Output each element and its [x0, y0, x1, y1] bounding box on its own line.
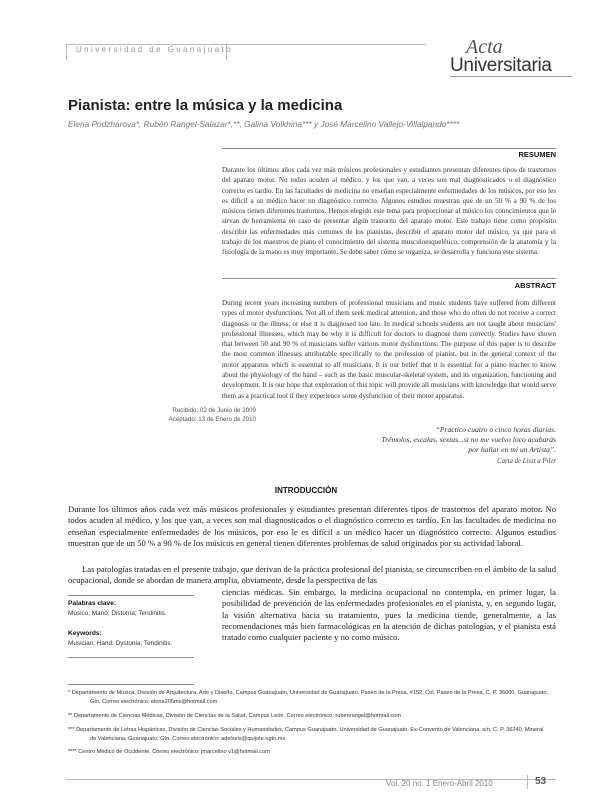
keywords-en-text: Musician; Hand; Dystonia; Tendinitis. — [68, 640, 173, 647]
keywords-es-title: Palabras clave: — [68, 600, 117, 607]
footnote-rule — [68, 684, 194, 685]
received-date: Recibido: 02 de Junio de 2009 — [172, 407, 256, 414]
abstract-heading: ABSTRACT — [514, 281, 556, 290]
header-rule-left — [66, 44, 67, 60]
page-number: 53 — [535, 776, 547, 787]
resumen-rule — [222, 148, 556, 149]
intro-paragraph-2-start: Las patologías tratadas en el presente trabajo, que derivan de la práctica profesional del pianista, se circunscriben en el ámbito de la salud ocupacional, donde se abordan de manera amplia, obviamente, desde la perspectiva de las — [68, 564, 556, 586]
keywords-rule-bottom — [68, 657, 194, 658]
keywords-es-text: Músico; Mano; Distonía; Tendinitis. — [68, 610, 167, 617]
footnote-1-cont: Gto. Correo electrónico: elena205mx@hotmail.com — [90, 699, 218, 705]
journal-volume: Vol. 20 no. 1 Enero-Abril 2010 — [386, 779, 493, 788]
epigraph-line: Trémolos, escalas, sextas...si no me vuelvo loco acabarás — [381, 435, 556, 444]
logo-rule — [450, 76, 572, 77]
abstract-text: During recent years increasing numbers of professional musicians and music students have suffered from different types of motor dysfunctions. Not all of them seek medical attention, and those who do often do not receive a correct diagnosis or the illness, or else it is diagnosed too late. In medical schools students are not taught about musicians' professional illnesses, which may be why it is difficult for doctors to diagnose them correctly. Studies have shown that between 50 and 90 % of musicians suffer various motor dysfunctions. The purpose of this paper is to describe the most common illnesses attributable specifically to the profession of pianist, but in the general context of the motor apparatus which is essential to all musicians. It is our belief that it is essential for a piano teacher to know about the physiology of the hand – such as the basic muscular-skeletal system, and its organization, functioning and development. It is our hope that exploration of this topic will provide all musicians with knowledge that would serve them as a practical tool if they experience some dysfunction of their motor apparatus. — [222, 299, 556, 400]
article-title: Pianista: entre la música y la medicina — [68, 97, 343, 114]
introduccion-heading: INTRODUCCIÓN — [274, 486, 338, 495]
header-university: Universidad de Guanajuato — [76, 45, 233, 54]
epigraph-attribution: Carta de Liszt a Piler — [497, 458, 556, 465]
epigraph — [300, 425, 556, 455]
footnote-4: **** Centro Médico de Occidente. Correo electrónico: jmarcelino v1@hotmail.com — [68, 749, 270, 755]
page-number-divider — [527, 775, 528, 789]
resumen-heading: RESUMEN — [518, 150, 556, 159]
epigraph-line: “Practico cuatro o cinco horas diarias. — [435, 425, 556, 434]
resumen-text: Durante los últimos años cada vez más músicos profesionales y estudiantes presentan diferentes tipos de trastornos del aparato motor. No todos acuden al médico, y los que van, a veces son mal diagnosticados o el diagnóstico correcto es tardío. En las facultades de medicina no enseñan especialmente enfermedades de los músicos, por eso les es difícil a un médico hacer un diagnóstico correcto. Algunos estudios muestran que de un 50 % a 90 % de los músicos tienen diferentes trastornos. Hemos elegido este tema para proporcionar al músico los conocimientos que le sirvan de herramienta en caso de presentar algún trastorno del aparato motor. Este trabajo tiene como propósito describir las enfermedades más comunes de los pianistas, describir el aparato motor del músico, ya que para el trabajo de los maestros de piano el conocimiento del sistema musculoesquelético, comprensión de la anatomía y la fisiología de la mano es muy importante. Se debe saber cómo se organiza, se desarrolla y funciona este sistema. — [222, 166, 556, 257]
journal-logo-acta: Acta — [466, 36, 503, 58]
accepted-date: Aceptado: 13 de Enero de 2010 — [168, 416, 256, 423]
article-authors: Elena Podzharova*, Rubén Rangel-Salazar*,**, Galina Volkhina*** y José Marcelino Vallejo-Villalpando**** — [68, 119, 460, 129]
received-dates — [146, 406, 256, 424]
footnote-1: * Departamento de Música, División de Arquitectura, Arte y Diseño, Campus Guanajuato, Universidad de Guanajuato. Paseo de la Presa, #152, Col. Paseo de la Presa, C. P. 36000, Guanajuato, — [68, 690, 548, 696]
intro-paragraph-1: Durante los últimos años cada vez más músicos profesionales y estudiantes presentan diferentes tipos de trastornos del aparato motor. No todos acuden al médico, y los que van, a veces son mal diagnosticados o el diagnóstico correcto es tardío. En las facultades de medicina no enseñan especialmente enfermedades de los músicos, por eso le es difícil a un médico hacer un diagnóstico correcto. Algunos estudios muestran que de un 50 % a 90 % de los músicos en general tienen diferentes problemas de salud originados por su actividad laboral. — [68, 504, 556, 548]
keywords-rule — [68, 595, 194, 596]
keywords-en-title: Keywords: — [68, 630, 102, 637]
footnote-3: *** Departamento de Letras Hispánicas, División de Ciencias Sociales y Humanidades, Campus Guanajuato, Universidad de Guanajuato. Ex-Convento de Valenciana, s/n, C. P. 36240, Mineral — [68, 727, 544, 733]
abstract-rule — [222, 278, 556, 279]
intro-paragraph-2-rest: ciencias médicas. Sin embargo, la medicina ocupacional no contempla, en primer lugar, la posibilidad de prevención de las enfermedades profesionales en el pianista, y, en segundo lugar, la visión alternativa hacia su tratamiento, pues la medicina tiende, generalmente, a las recomendaciones más bien farmacológicas en la atención de dichas patologías, y el pianista está tratado como cualquier paciente y no como músico. — [222, 587, 556, 643]
journal-logo-universitaria: Universitaria — [450, 55, 552, 76]
footnote-3-cont: de Valenciana, Guanajuato, Gto. Correo electrónico: adelseis@quijote.ugto.mx — [90, 736, 286, 742]
epigraph-line: por hallar en mí un Artista”. — [468, 445, 556, 454]
footnote-2: ** Departamento de Ciencias Médicas, División de Ciencias de la Salud, Campus León. Correo electrónico: rubenrangel@hotmail.com — [68, 713, 402, 719]
